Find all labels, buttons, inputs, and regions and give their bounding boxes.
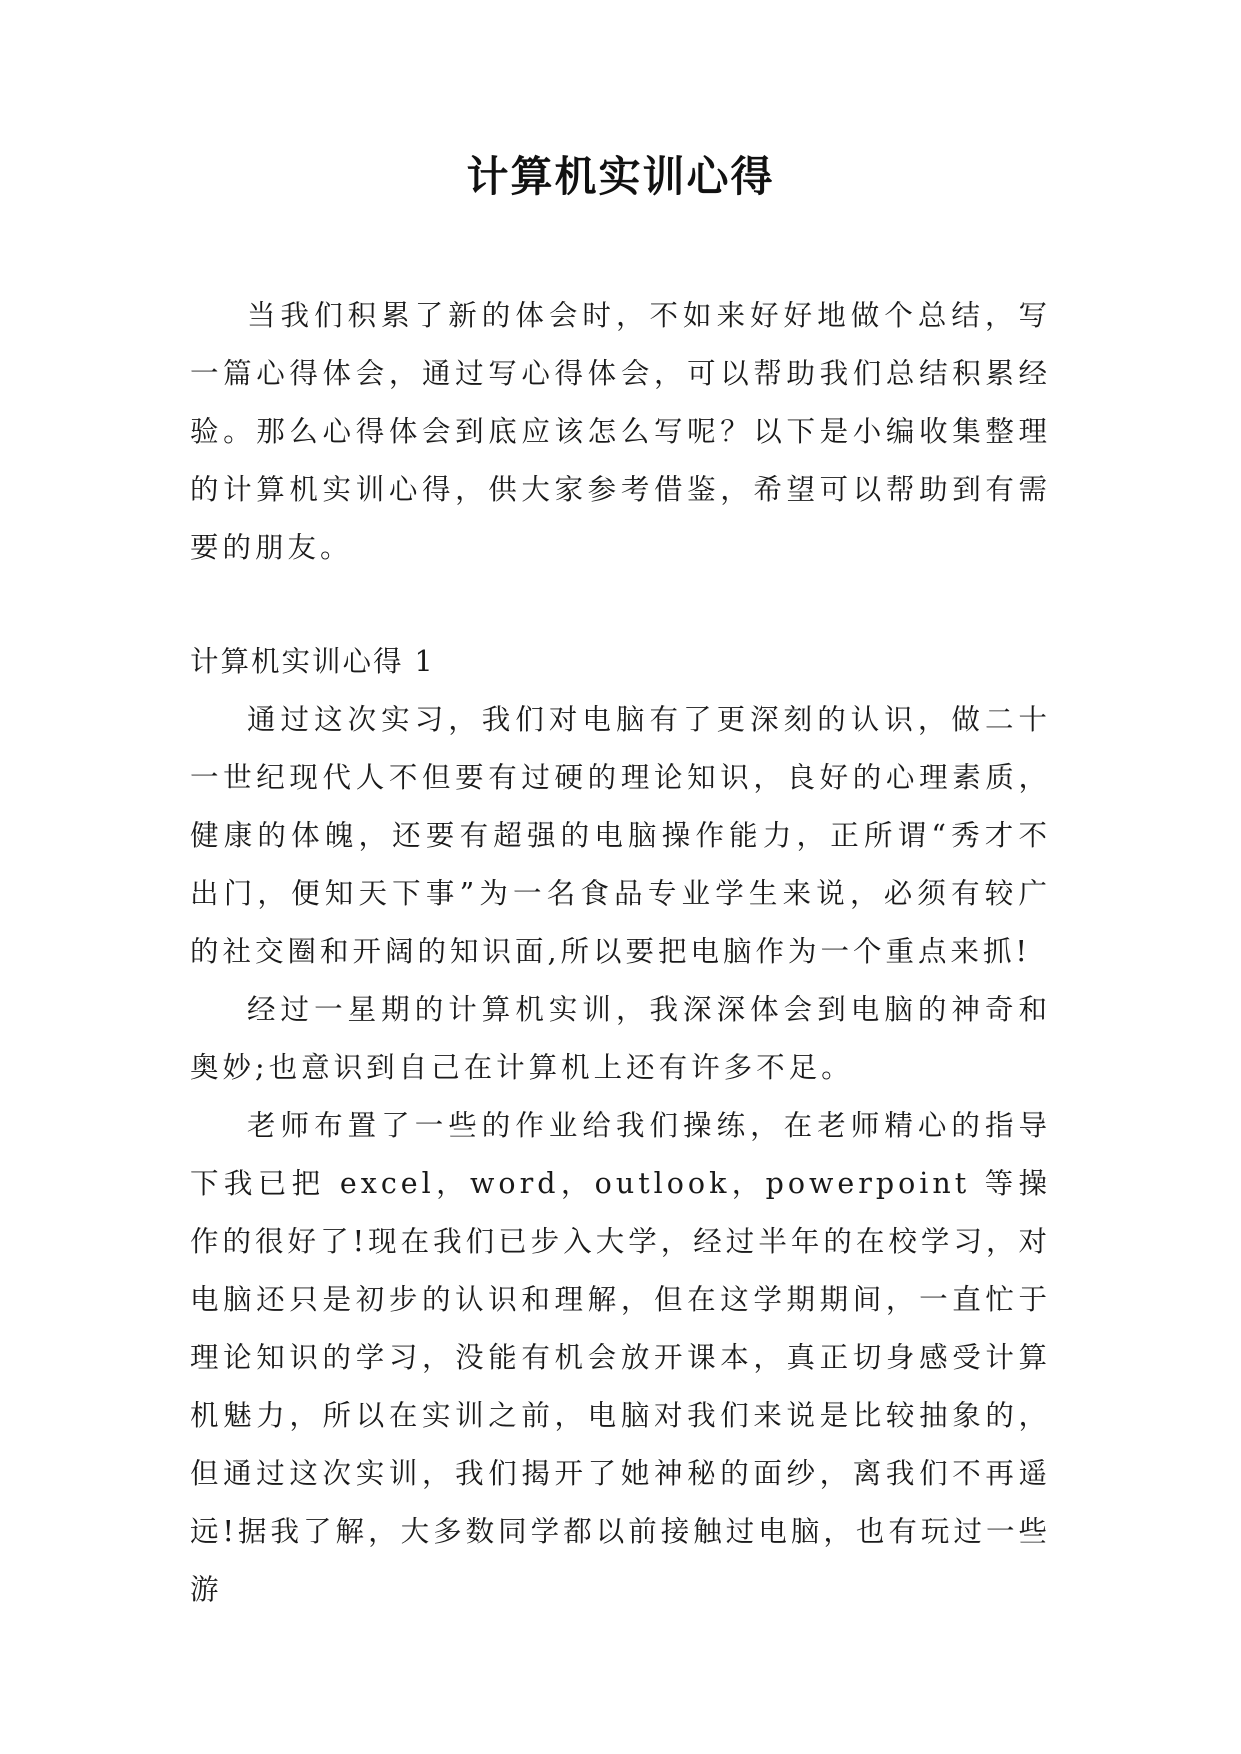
intro-section (190, 287, 1051, 577)
body-paragraph-3: 老师布置了一些的作业给我们操练，在老师精心的指导下我已把 excel，word，outlook，powerpoint 等操作的很好了!现在我们已步入大学，经过半年的在校学习，对电脑还只是初步的认识和理解，但在这学期期间，一直忙于理论知识的学习，没能有机会放开课本，真正切身感受计算机魅力，所以在实训之前，电脑对我们来说是比较抽象的，但通过这次实训，我们揭开了她神秘的面纱，离我们不再遥远!据我了解，大多数同学都以前接触过电脑，也有玩过一些游 (190, 1109, 1051, 1606)
article-section (190, 633, 1051, 1619)
page-title: 计算机实训心得 (466, 152, 775, 201)
section-heading: 计算机实训心得 1 (190, 645, 435, 678)
body-paragraph-2: 经过一星期的计算机实训，我深深体会到电脑的神奇和奥妙;也意识到自己在计算机上还有许多不足。 (190, 993, 1051, 1084)
intro-paragraph: 当我们积累了新的体会时，不如来好好地做个总结，写一篇心得体会，通过写心得体会，可以帮助我们总结积累经验。那么心得体会到底应该怎么写呢？以下是小编收集整理的计算机实训心得，供大家参考借鉴，希望可以帮助到有需要的朋友。 (190, 299, 1051, 564)
body-paragraph-1: 通过这次实习，我们对电脑有了更深刻的认识，做二十一世纪现代人不但要有过硬的理论知识，良好的心理素质，健康的体魄，还要有超强的电脑操作能力，正所谓“秀才不出门，便知天下事”为一名食品专业学生来说，必须有较广的社交圈和开阔的知识面,所以要把电脑作为一个重点来抓! (190, 703, 1051, 968)
